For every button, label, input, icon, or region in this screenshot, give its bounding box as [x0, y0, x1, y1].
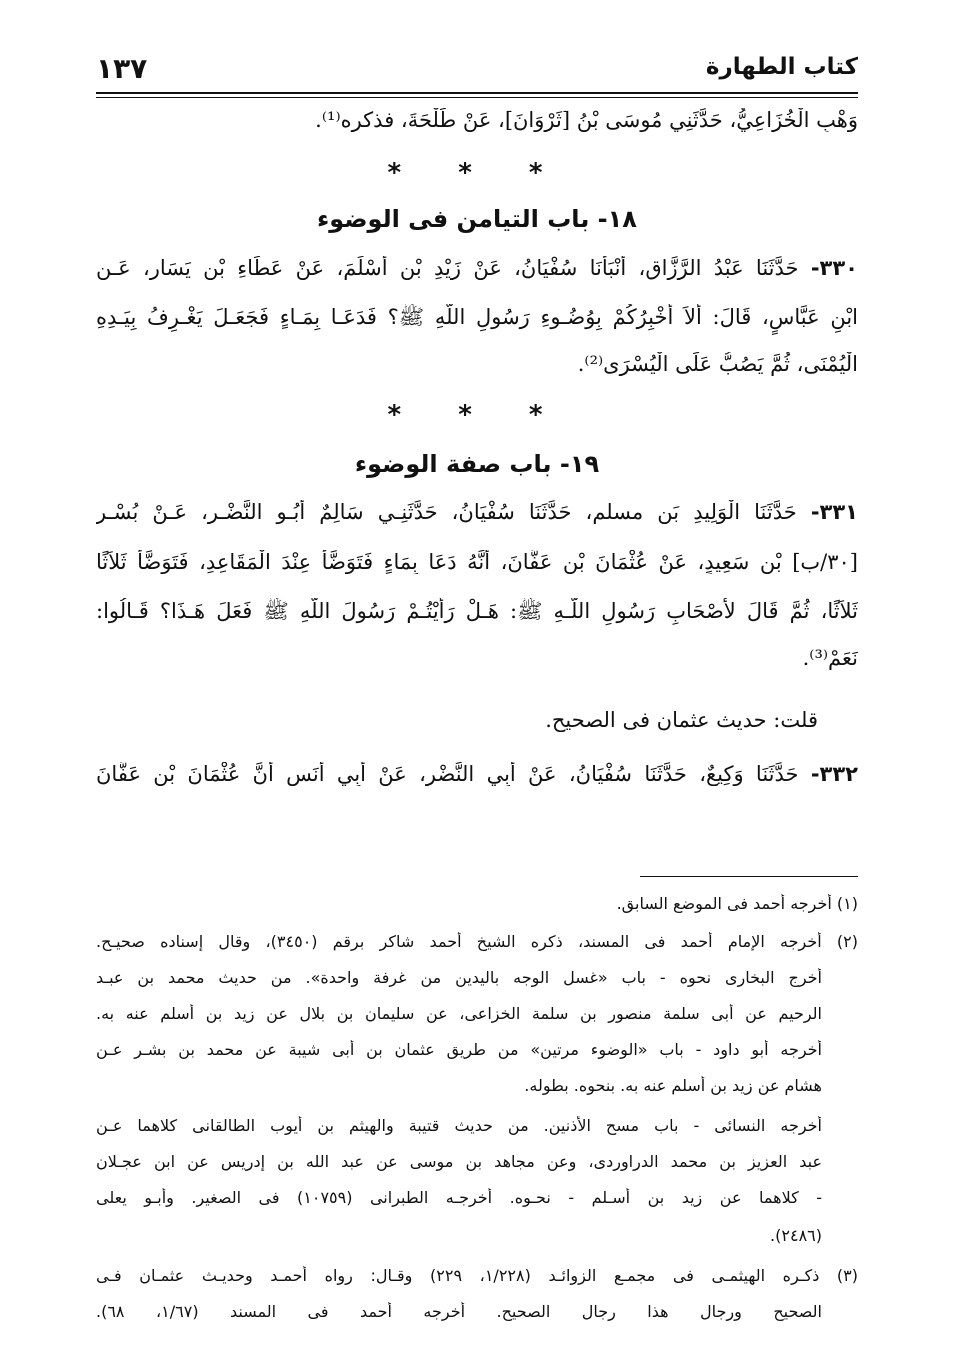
footnote-2-line-7: عبد العزيز بن محمد الدراوردى، وعن مجاهد بن موسى عن عبد الله بن إدريس عن ابن عجـلان: [96, 1152, 822, 1171]
footnote-2-line-6: أخرجه النسائى - باب مسح الأذنين. من حديث قتيبة والهيثم بن أيوب الطالقانى كلاهما عـن: [96, 1116, 822, 1135]
footnote-2-line-1: (٢) أخرجه الإمام أحمد فى المسند، ذكره الشيخ أحمد شاكر برقم (٣٤٥٠)، وقال إسناده صحيـح.: [96, 932, 858, 951]
running-header: [96, 52, 858, 92]
header-rule: [96, 92, 858, 94]
hadith-330-line-2: ابْنِ عَبَّاسٍ، قَالَ: أَلاَ أُخْبِرُكُمْ بِوُضُـوءِ رَسُولِ اللَّهِ ﷺ؟ فَدَعَـا بِمَـاءٍ فَجَعَـلَ يَغْـرِفُ بِيَـدِهِ: [96, 305, 858, 329]
continuation-line: وَهْبٍ الْخُزَاعِيُّ، حَدَّثَنِي مُوسَى بْنُ [ثَرْوَانَ]، عَنْ طَلْحَةَ، فذكره⁽¹⁾.: [315, 108, 858, 132]
editor-comment: قلت: حديث عثمان فى الصحيح.: [545, 708, 818, 732]
hadith-331-line-3: ثَلاَثًا، ثُمَّ قَالَ لأَصْحَابِ رَسُولِ اللَّـهِ ﷺ: هَـلْ رَأَيْتُـمْ رَسُولَ اللَّهِ ﷺ فَعَلَ هَـذَا؟ قَـالُوا:: [96, 599, 858, 623]
hadith-332-line-1: [96, 762, 858, 786]
footnote-2-line-5: هشام عن زيد بن أسلم عنه به. بنحوه. بطوله.: [524, 1076, 822, 1095]
hadith-number: ٣٣٢-: [810, 762, 858, 786]
section-separator: * * *: [387, 400, 567, 430]
footnote-rule: [640, 876, 858, 877]
hadith-text: حَدَّثَنَا وَكِيعٌ، حَدَّثَنَا سُفْيَانُ، عَنْ أَبِي النَّضْرِ، عَنْ أَبِي أَنَسٍ أَنَّ عُثْمَانَ بْنِ عَفَّانَ: [96, 762, 799, 786]
footnote-2-line-2: أخرج البخارى نحوه - باب «غسل الوجه باليدين من غرفة واحدة». من حديث محمد بن عبـد: [96, 968, 822, 987]
hadith-number: ٣٣٠-: [810, 256, 858, 280]
hadith-text: حَدَّثَنَا الْوَلِيدِ بَن مسلم، حَدَّثَنَا سُفْيَانُ، حَدَّثَنِـي سَالِمٌ أَبُـو النَّضْـرِ، عَـنْ بُسْـرِ: [96, 500, 797, 524]
footnote-3-line-2: الصحيح ورجال هذا رجال الصحيح. أخرجه أحمد فى المسند (١/٦٧، ٦٨).: [96, 1302, 822, 1321]
hadith-text: حَدَّثَنَا عَبْدُ الرَّزَّاقِ، أَنْبَأَنَا سُفْيَانُ، عَنْ زَيْدِ بْنِ أَسْلَمَ، عَنْ عَطَاءِ بْنِ يَسَارٍ، عَـنِ: [96, 256, 799, 280]
footnote-2-line-9: (٢٤٨٦).: [770, 1226, 822, 1245]
chapter-heading-18: ١٨- باب التيامن فى الوضوء: [317, 205, 637, 233]
footnote-1: (١) أخرجه أحمد فى الموضع السابق.: [616, 894, 858, 913]
chapter-heading-19: ١٩- باب صفة الوضوء: [354, 450, 600, 478]
header-rule-thin: [96, 97, 858, 98]
footnote-2-line-4: أخرجه أبو داود - باب «الوضوء مرتين» من طريق عثمان بن أبى شيبة عن محمد بن بشـر عـن: [96, 1040, 822, 1059]
book-title: كتاب الطهارة: [705, 54, 858, 80]
footnote-2-line-3: الرحيم عن أبى سلمة منصور بن سلمة الخزاعى، عن سليمان بن بلال عن زيد بن أسلم عنه به.: [96, 1004, 822, 1023]
hadith-number: ٣٣١-: [810, 500, 858, 524]
hadith-331-line-4: نَعَمْ⁽³⁾.: [802, 646, 858, 670]
page-number: ١٣٧: [96, 52, 148, 85]
hadith-330-line-1: [96, 256, 858, 280]
hadith-330-line-3: الْيُمْنَى، ثُمَّ يَصُبُّ عَلَى الْيُسْرَى⁽²⁾.: [577, 352, 858, 376]
section-separator: * * *: [387, 158, 567, 188]
footnote-2-line-8: - كلاهما عن زيد بن أسـلم - نحـوه. أخرجـه الطبرانى (١٠٧٥٩) فى الصغير. وأبـو يعلى: [96, 1188, 822, 1207]
hadith-331-line-2: [٣٠/ب] بْنِ سَعِيدٍ، عَنْ عُثْمَانَ بْنِ عَفَّانَ، أَنَّهُ دَعَا بِمَاءٍ فَتَوَضَّأَ عِنْدَ الْمَقَاعِدِ، فَتَوَضَّأَ ثَلاَثًا: [96, 550, 858, 574]
footnote-3-line-1: (٣) ذكـره الهيثمـى فى مجمـع الزوائـد (١/٢٢٨، ٢٢٩) وقـال: رواه أحمـد وحديـث عثمـان فـى: [96, 1266, 858, 1285]
hadith-331-line-1: [96, 500, 858, 524]
